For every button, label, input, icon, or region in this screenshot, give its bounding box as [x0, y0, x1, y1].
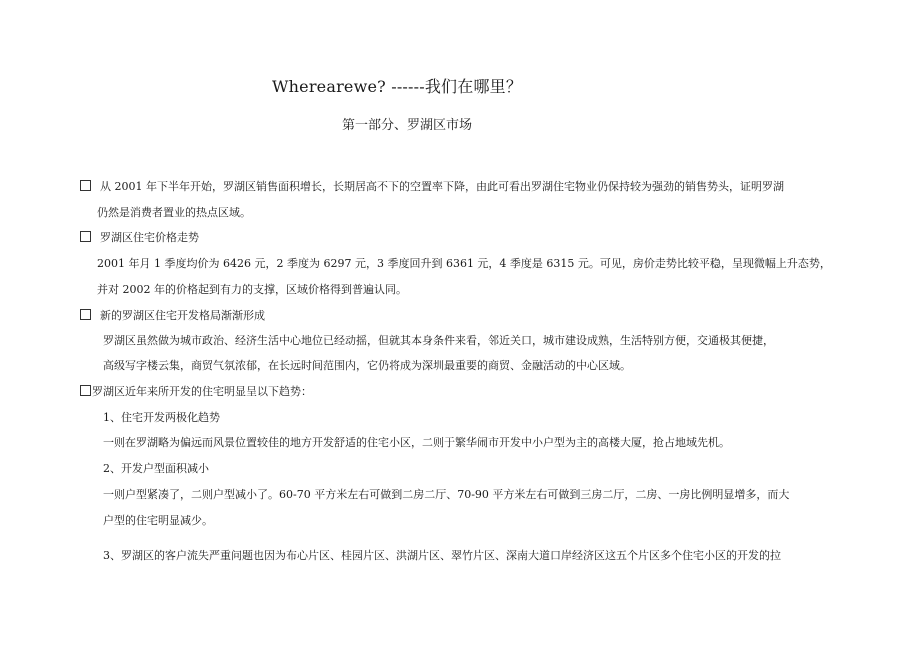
paragraph-text: 仍然是消费者置业的热点区域。	[97, 206, 251, 219]
bullet-heading	[80, 231, 199, 245]
paragraph-text: 并对 2002 年的价格起到有力的支撑，区域价格得到普遍认同。	[97, 283, 407, 296]
paragraph-text: 一则在罗湖略为偏远而风景位置较佳的地方开发舒适的住宅小区，二则于繁华闹市开发中小户型为主的高楼大厦，抢占地域先机。	[103, 436, 730, 449]
bullet-heading	[80, 385, 312, 399]
checkbox-icon	[80, 309, 91, 320]
subheading-text: 2、开发户型面积减小	[103, 462, 209, 475]
checkbox-icon	[80, 180, 91, 191]
heading-text: 罗湖区近年来所开发的住宅明显呈以下趋势：	[92, 385, 312, 398]
paragraph-text: 户型的住宅明显减少。	[103, 514, 213, 527]
section-subtitle: 第一部分、罗湖区市场	[342, 118, 473, 133]
bullet-paragraph	[80, 180, 784, 194]
subheading-text: 1、住宅开发两极化趋势	[103, 411, 220, 424]
heading-text: 新的罗湖区住宅开发格局渐渐形成	[100, 309, 265, 322]
heading-text: 罗湖区住宅价格走势	[100, 231, 199, 244]
paragraph-text: 2001 年月 1 季度均价为 6426 元，2 季度为 6297 元，3 季度回升到 6361 元，4 季度是 6315 元。可见，房价走势比较平稳，呈现微幅上升态势，	[97, 257, 831, 270]
checkbox-icon	[80, 385, 91, 396]
paragraph-text: 3、罗湖区的客户流失严重问题也因为布心片区、桂园片区、洪湖片区、翠竹片区、深南大道口岸经济区这五个片区多个住宅小区的开发的拉	[103, 549, 781, 562]
bullet-heading	[80, 309, 265, 323]
paragraph-text: 从 2001 年下半年开始，罗湖区销售面积增长，长期居高不下的空置率下降，由此可看出罗湖住宅物业仍保持较为强劲的销售势头，证明罗湖	[100, 180, 784, 193]
paragraph-text: 罗湖区虽然做为城市政治、经济生活中心地位已经动摇，但就其本身条件来看，邻近关口，城市建设成熟，生活特别方便，交通极其便捷，	[103, 334, 774, 347]
page-title: Wherearewe? ------我们在哪里？	[272, 77, 523, 96]
checkbox-icon	[80, 231, 91, 242]
paragraph-text: 高级写字楼云集，商贸气氛浓郁，在长远时间范围内，它仍将成为深圳最重要的商贸、金融活动的中心区域。	[103, 359, 631, 372]
paragraph-text: 一则户型紧凑了，二则户型减小了。60-70 平方米左右可做到二房二厅、70-90 平方米左右可做到三房二厅，二房、一房比例明显增多，而大	[103, 488, 790, 501]
